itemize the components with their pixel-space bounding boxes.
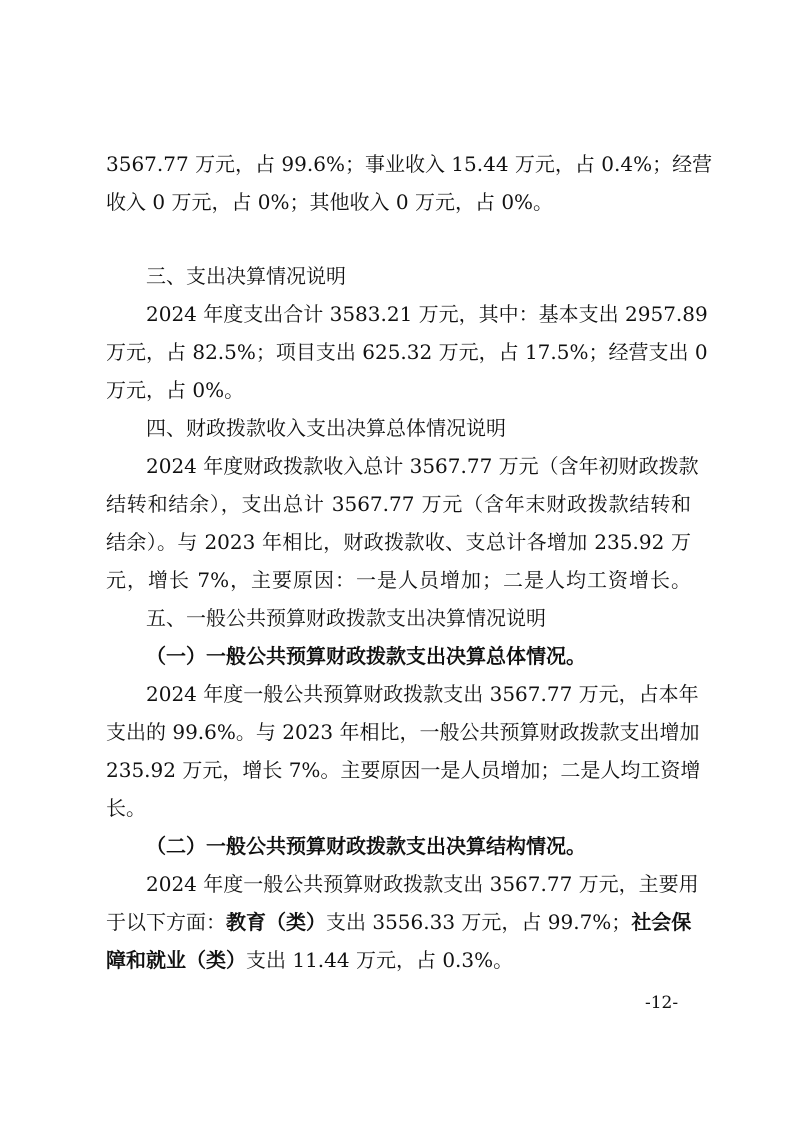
bold-category: 障和就业（类） — [106, 948, 246, 972]
page-number: -12- — [645, 993, 679, 1013]
section-heading: 三、支出决算情况说明 — [146, 264, 346, 288]
paragraph-line: 2024 年度一般公共预算财政拨款支出 3567.77 万元，占本年 — [146, 682, 699, 706]
paragraph-line: 收入 0 万元，占 0%；其他收入 0 万元，占 0%。 — [106, 190, 554, 214]
paragraph-line: 结余）。与 2023 年相比，财政拨款收、支总计各增加 235.92 万 — [106, 530, 691, 554]
bold-category: 社会保 — [631, 910, 692, 934]
subsection-heading: （二）一般公共预算财政拨款支出决算结构情况。 — [146, 834, 586, 858]
paragraph-line: 支出的 99.6%。与 2023 年相比，一般公共预算财政拨款支出增加 — [106, 720, 700, 744]
section-heading: 五、一般公共预算财政拨款支出决算情况说明 — [146, 606, 546, 630]
paragraph-line: 结转和结余），支出总计 3567.77 万元（含年末财政拨款结转和 — [106, 492, 691, 516]
text-run: 于以下方面： — [106, 910, 226, 934]
paragraph-line: 3567.77 万元，占 99.6%；事业收入 15.44 万元，占 0.4%；经营 — [106, 152, 713, 176]
paragraph-line: 元，增长 7%，主要原因：一是人员增加；二是人均工资增长。 — [106, 568, 691, 592]
paragraph-line: 2024 年度支出合计 3583.21 万元，其中：基本支出 2957.89 — [146, 302, 708, 326]
paragraph-line — [106, 908, 691, 936]
paragraph-line — [106, 946, 691, 974]
text-run: 支出 3556.33 万元，占 99.7%； — [326, 910, 632, 934]
paragraph-line: 万元，占 82.5%；项目支出 625.32 万元，占 17.5%；经营支出 0 — [106, 340, 708, 364]
text-run: 支出 11.44 万元，占 0.3%。 — [246, 948, 514, 972]
paragraph-line: 万元，占 0%。 — [106, 378, 245, 402]
subsection-heading: （一）一般公共预算财政拨款支出决算总体情况。 — [146, 644, 586, 668]
paragraph-line: 2024 年度一般公共预算财政拨款支出 3567.77 万元，主要用 — [146, 872, 699, 896]
paragraph-line: 2024 年度财政拨款收入总计 3567.77 万元（含年初财政拨款 — [146, 454, 699, 478]
paragraph-line: 长。 — [106, 796, 146, 820]
paragraph-line: 235.92 万元，增长 7%。主要原因一是人员增加；二是人均工资增 — [106, 758, 701, 782]
bold-category: 教育（类） — [226, 910, 326, 934]
section-heading: 四、财政拨款收入支出决算总体情况说明 — [146, 416, 506, 440]
